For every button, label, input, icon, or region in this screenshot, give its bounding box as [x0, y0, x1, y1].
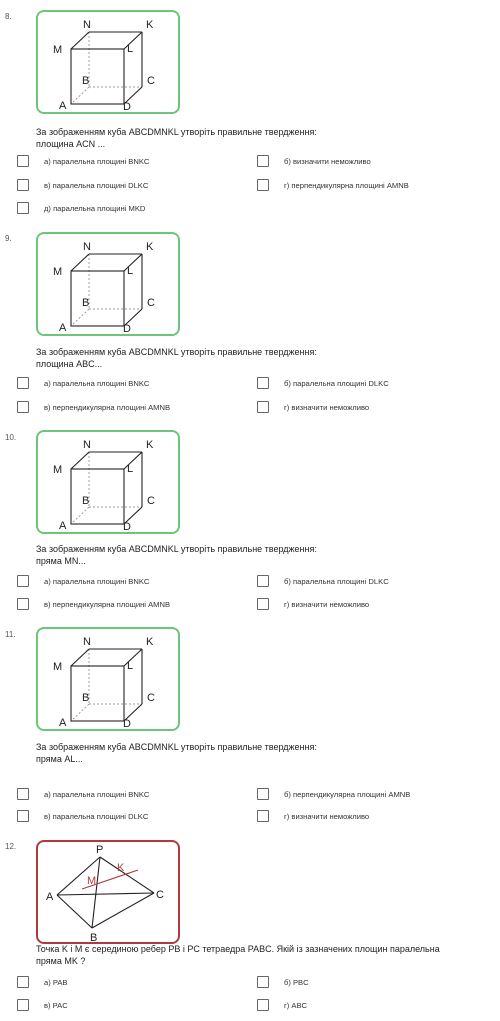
vertex-label: M: [53, 464, 63, 476]
question-text: За зображенням куба ABCDMNKL утворіть правильне твердження:: [36, 544, 317, 554]
option-label: б) перпендикулярна площині AMNB: [284, 790, 411, 799]
vertex-label: L: [127, 43, 134, 55]
vertex-label: N: [83, 19, 91, 31]
vertex-label: N: [83, 241, 91, 253]
question-subject: площина ACN ...: [36, 139, 106, 149]
question-text: За зображенням куба ABCDMNKL утворіть правильне твердження:: [36, 127, 317, 137]
vertex-label: B: [82, 297, 90, 309]
option-label: г) визначити неможливо: [284, 812, 370, 821]
checkbox[interactable]: [257, 999, 269, 1011]
cube-diagram: [38, 234, 182, 338]
cube-figure: [36, 232, 180, 336]
question-text: За зображенням куба ABCDMNKL утворіть правильне твердження:: [36, 347, 317, 357]
question-number: 9.: [5, 234, 12, 243]
vertex-label: P: [96, 844, 104, 856]
vertex-label: A: [59, 717, 67, 729]
option-label: в) перпендикулярна площині AMNB: [44, 600, 171, 609]
vertex-label: A: [59, 322, 67, 334]
checkbox[interactable]: [17, 598, 29, 610]
question-subject: пряма MK ?: [36, 956, 86, 966]
vertex-label: C: [156, 889, 164, 901]
question-number: 11.: [5, 630, 16, 639]
vertex-label: D: [123, 101, 131, 113]
checkbox[interactable]: [257, 401, 269, 413]
vertex-label: B: [82, 495, 90, 507]
cube-diagram: [38, 629, 182, 733]
checkbox[interactable]: [17, 976, 29, 988]
vertex-label: M: [53, 44, 63, 56]
question-text: За зображенням куба ABCDMNKL утворіть правильне твердження:: [36, 742, 317, 752]
vertex-label: D: [123, 718, 131, 730]
option-label: а) паралельна площині BNKC: [44, 790, 150, 799]
cube-figure: [36, 430, 180, 534]
question-number: 12.: [5, 842, 17, 851]
checkbox[interactable]: [17, 788, 29, 800]
option-label: а) PAB: [44, 978, 68, 987]
option-label: г) визначити неможливо: [284, 600, 370, 609]
option-label: в) паралельна площині DLKC: [44, 181, 149, 190]
vertex-label: B: [82, 75, 90, 87]
vertex-label: M: [53, 661, 63, 673]
question-subject: пряма MN...: [36, 556, 86, 566]
question-text: Точка K і M є серединою ребер PB і PC тетраедра PABC. Якій із зазначених площин паралельна: [36, 944, 440, 954]
checkbox[interactable]: [17, 999, 29, 1011]
option-label: а) паралельна площині BNKC: [44, 157, 150, 166]
checkbox[interactable]: [17, 575, 29, 587]
vertex-label: B: [82, 692, 90, 704]
vertex-label: M: [87, 875, 97, 887]
vertex-label: N: [83, 439, 91, 451]
vertex-label: C: [147, 297, 155, 309]
option-label: в) паралельна площині DLKC: [44, 812, 149, 821]
cube-figure: [36, 627, 180, 731]
cube-diagram: [38, 12, 182, 116]
checkbox[interactable]: [17, 377, 29, 389]
vertex-label: L: [127, 660, 134, 672]
vertex-label: K: [146, 439, 154, 451]
vertex-label: K: [146, 19, 154, 31]
option-label: б) визначити неможливо: [284, 157, 371, 166]
option-label: г) визначити неможливо: [284, 403, 370, 412]
checkbox[interactable]: [257, 377, 269, 389]
vertex-label: C: [147, 495, 155, 507]
vertex-label: C: [147, 692, 155, 704]
cube-figure: [36, 10, 180, 114]
cube-diagram: [38, 432, 182, 536]
vertex-label: D: [123, 521, 131, 533]
vertex-label: A: [46, 891, 54, 903]
tetrahedron-diagram: [38, 842, 182, 946]
checkbox[interactable]: [17, 179, 29, 191]
vertex-label: B: [90, 932, 98, 944]
vertex-label: M: [53, 266, 63, 278]
checkbox[interactable]: [257, 976, 269, 988]
option-label: г) ABC: [284, 1001, 308, 1010]
option-label: в) перпендикулярна площині AMNB: [44, 403, 171, 412]
checkbox[interactable]: [257, 788, 269, 800]
option-label: б) паралельна площині DLKC: [284, 577, 389, 586]
checkbox[interactable]: [17, 155, 29, 167]
checkbox[interactable]: [17, 810, 29, 822]
vertex-label: L: [127, 265, 134, 277]
vertex-label: A: [59, 520, 67, 532]
option-label: б) PBC: [284, 978, 309, 987]
vertex-label: N: [83, 636, 91, 648]
option-label: д) паралельна площині MKD: [44, 204, 146, 213]
question-subject: пряма AL...: [36, 754, 83, 764]
vertex-label: C: [147, 75, 155, 87]
option-label: в) PAC: [44, 1001, 68, 1010]
option-label: а) паралельна площині BNKC: [44, 379, 150, 388]
checkbox[interactable]: [17, 202, 29, 214]
option-label: г) перпендикулярна площині AMNB: [284, 181, 409, 190]
vertex-label: L: [127, 463, 134, 475]
vertex-label: K: [146, 241, 154, 253]
question-number: 10.: [5, 433, 17, 442]
checkbox[interactable]: [257, 598, 269, 610]
checkbox[interactable]: [257, 810, 269, 822]
question-number: 8.: [5, 12, 12, 21]
checkbox[interactable]: [17, 401, 29, 413]
checkbox[interactable]: [257, 575, 269, 587]
vertex-label: K: [146, 636, 154, 648]
checkbox[interactable]: [257, 155, 269, 167]
option-label: б) паралельна площині DLKC: [284, 379, 389, 388]
checkbox[interactable]: [257, 179, 269, 191]
vertex-label: K: [117, 862, 125, 874]
vertex-label: A: [59, 100, 67, 112]
tetrahedron-figure: [36, 840, 180, 944]
question-subject: площина ABC...: [36, 359, 103, 369]
vertex-label: D: [123, 323, 131, 335]
option-label: а) паралельна площині BNKC: [44, 577, 150, 586]
